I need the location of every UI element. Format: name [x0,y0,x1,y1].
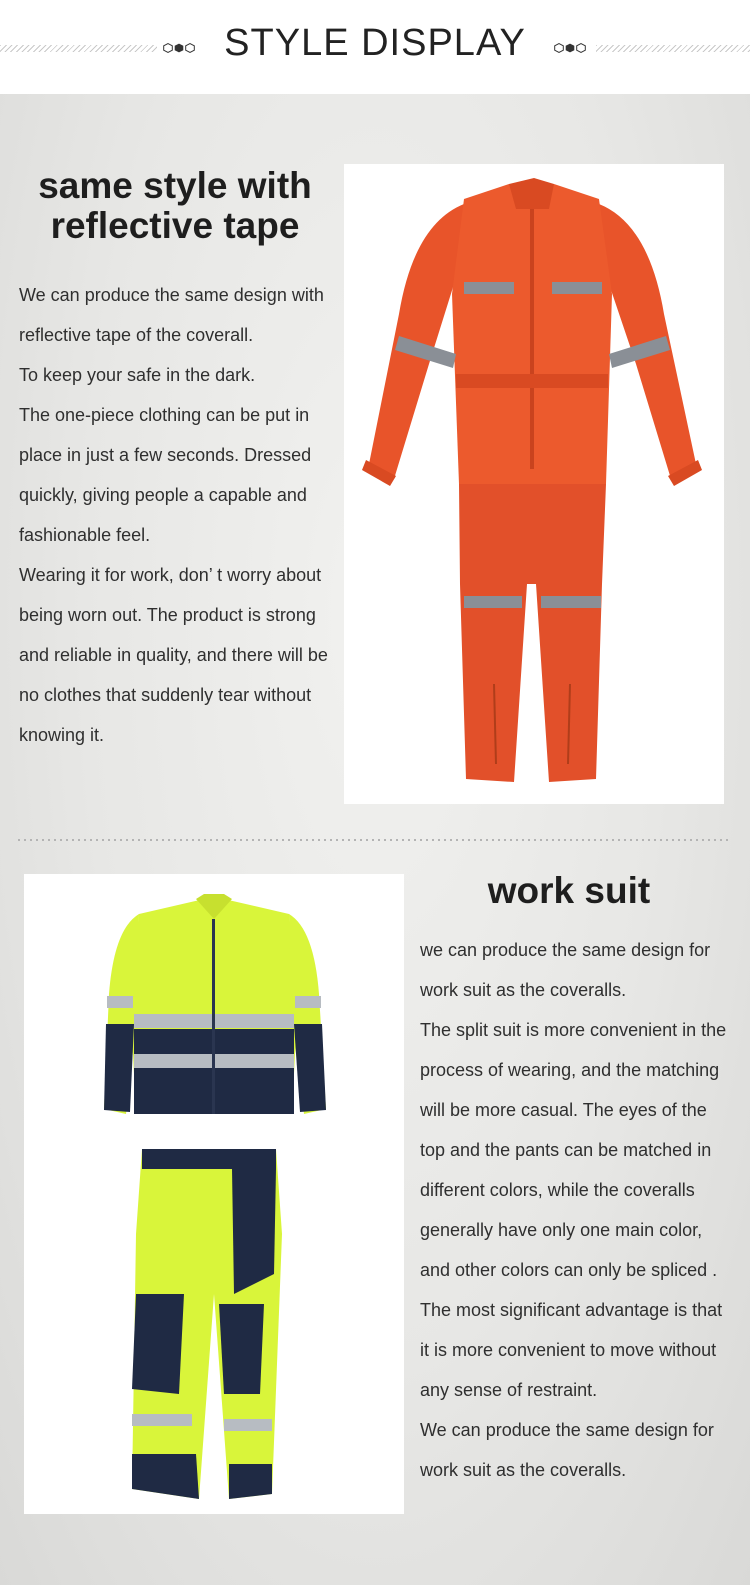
coverall-icon [344,164,724,804]
orange-coverall-image [344,164,724,804]
work-suit-image [24,874,404,1514]
paragraph: The one-piece clothing can be put in place in just a few seconds. Dressed quickly, giving people a capable and fashionable feel. [19,405,312,545]
work-suit-icon [24,874,404,1514]
section-heading-work-suit: work suit [487,870,651,911]
paragraph: The split suit is more convenient in the process of wearing, and the matching will be more casual. The eyes of the top and the pants can be matched in different colors, while the coveralls generally have only one main color, and other colors can only be spliced . [420,1020,727,1280]
section-description-reflective-tape [19,275,339,755]
section-heading-reflective-tape [10,166,340,246]
paragraph: Wearing it for work, don’ t worry about being worn out. The product is strong and reliable in quality, and there will be no clothes that suddenly tear without knowing it. [19,565,328,745]
section-description-work-suit [420,930,736,1490]
paragraph: we can produce the same design for work suit as the coveralls. [420,940,711,1000]
paragraph: To keep your safe in the dark. [19,365,256,385]
paragraph: We can produce the same design for work suit as the coveralls. [420,1420,714,1480]
heading-line: same style with [38,165,312,206]
page-title: STYLE DISPLAY [224,22,526,64]
heading-line: reflective tape [50,205,300,246]
page-header [0,0,750,94]
paragraph: The most significant advantage is that it is more convenient to move without any sense of restraint. [420,1300,723,1400]
hexagon-ornament-right-icon [554,43,586,55]
paragraph: We can produce the same design with reflective tape of the coverall. [19,285,324,345]
decorative-hatch-right [596,45,750,52]
section-divider [18,839,732,841]
